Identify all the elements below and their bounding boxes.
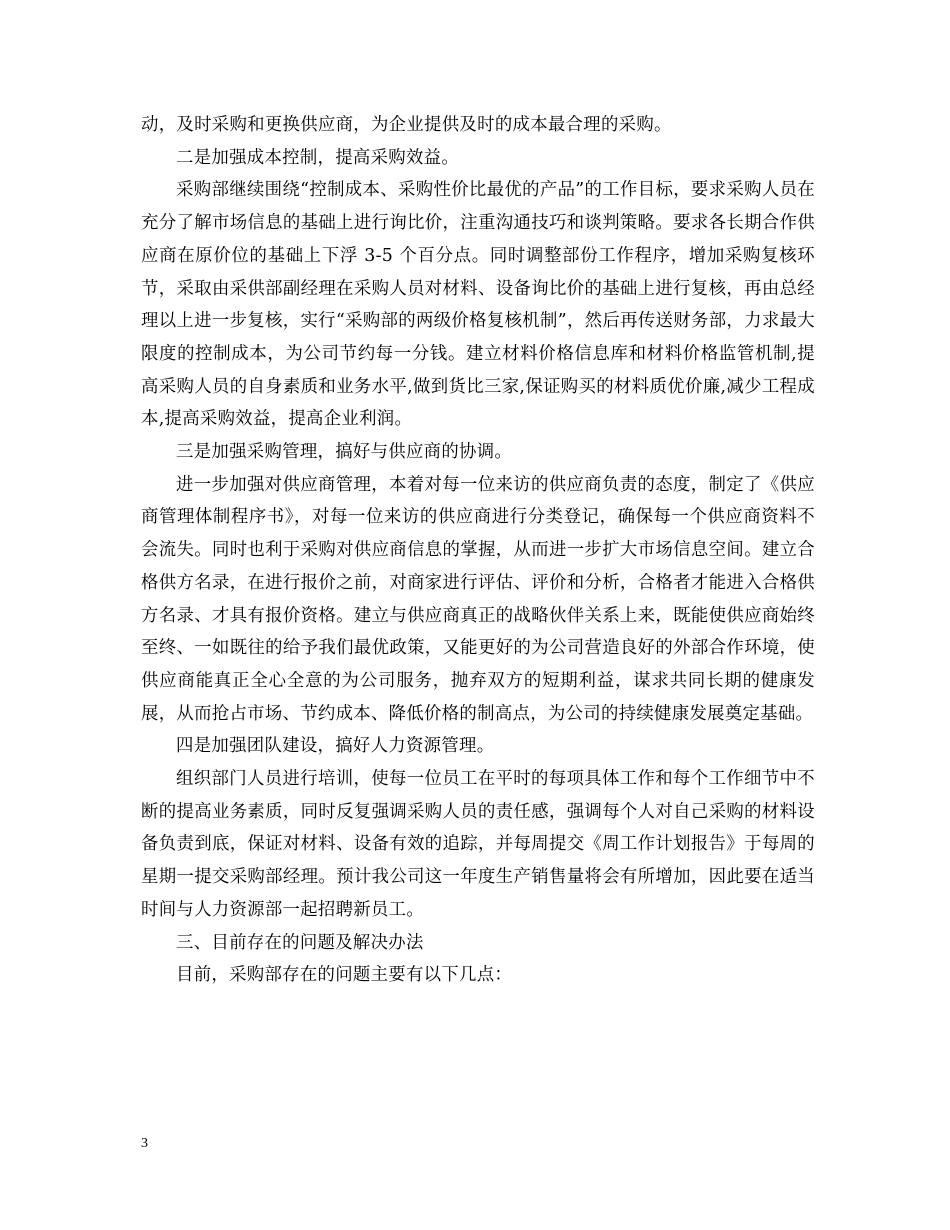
paragraph: 动，及时采购和更换供应商，为企业提供及时的成本最合理的采购。 [141,115,672,135]
section-heading: 三是加强采购管理，搞好与供应商的协调。 [176,442,513,463]
page-number: 3 [141,1136,148,1151]
paragraph: 目前，采购部存在的问题主要有以下几点： [176,965,513,986]
section-heading: 三、目前存在的问题及解决办法 [176,932,424,953]
paragraph: 组织部门人员进行培训，使每一位员工在平时的每项具体工作和每个工作细节中不断的提高业务素质，同时反复强调采购人员的责任感，强调每个人对自己采购的材料设备负责到底，保证对材料、设备有效的追踪，并每周提交《周工作计划报告》于每周的星期一提交采购部经理。预计我公司这一年度生产销售量将会有所增加，因此要在适当时间与人力资源部一起招聘新员工。 [141,769,815,920]
section-heading: 二是加强成本控制，提高采购效益。 [176,147,460,168]
document-body [141,109,815,992]
paragraph: 采购部继续围绕“控制成本、采购性价比最优的产品”的工作目标，要求采购人员在充分了解市场信息的基础上进行询比价，注重沟通技巧和谈判策略。要求各长期合作供应商在原价位的基础上下浮 3-5 个百分点。同时调整部份工作程序，增加采购复核环节，采取由采供部副经理在采购人员对材料、设备询比价的基础上进行复核，再由总经理以上进一步复核，实行“采购部的两级价格复核机制”，然后再传送财务部，力求最大限度的控制成本，为公司节约每一分钱。建立材料价格信息库和材料价格监管机制,提高采购人员的自身素质和业务水平,做到货比三家,保证购买的材料质优价廉,减少工程成本,提高采购效益，提高企业利润。 [141,180,815,430]
paragraph: 进一步加强对供应商管理，本着对每一位来访的供应商负责的态度，制定了《供应商管理体制程序书》，对每一位来访的供应商进行分类登记，确保每一个供应商资料不会流失。同时也利于采购对供应商信息的掌握，从而进一步扩大市场信息空间。建立合格供方名录，在进行报价之前，对商家进行评估、评价和分析，合格者才能进入合格供方名录、才具有报价资格。建立与供应商真正的战略伙伴关系上来，既能使供应商始终至终、一如既往的给予我们最优政策，又能更好的为公司营造良好的外部合作环境，使供应商能真正全心全意的为公司服务，抛弃双方的短期利益，谋求共同长期的健康发展，从而抢占市场、节约成本、降低价格的制高点，为公司的持续健康发展奠定基础。 [141,474,815,724]
section-heading: 四是加强团队建设，搞好人力资源管理。 [176,736,495,757]
